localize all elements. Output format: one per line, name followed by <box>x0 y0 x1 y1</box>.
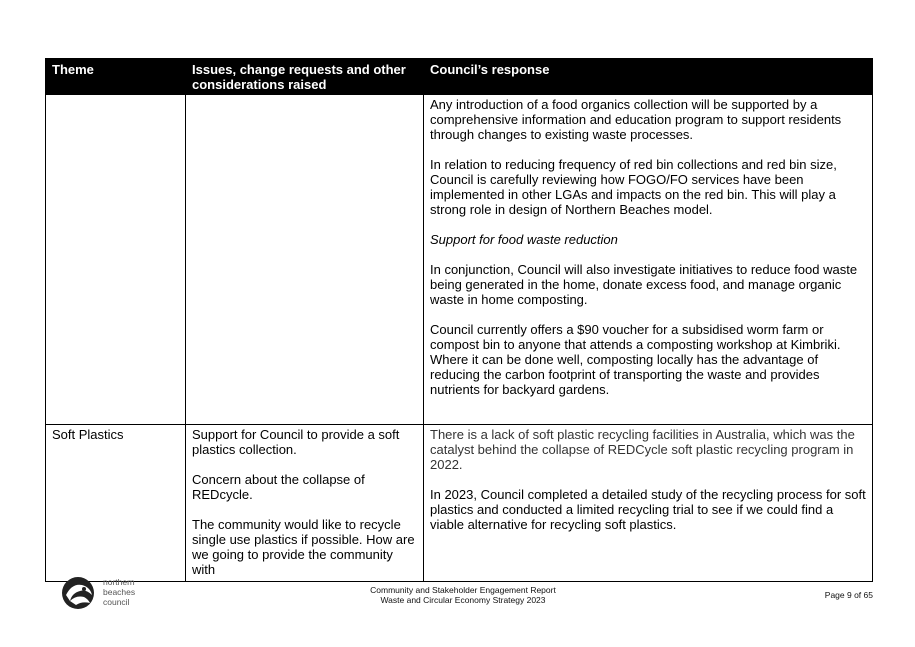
table-header-row <box>46 59 873 95</box>
response-cell <box>424 425 873 582</box>
northern-beaches-logo-icon <box>60 575 100 611</box>
header-theme: Theme <box>46 59 186 95</box>
response-subheading: Support for food waste reduction <box>430 232 618 247</box>
report-subtitle: Waste and Circular Economy Strategy 2023 <box>380 595 546 605</box>
theme-cell <box>46 95 186 425</box>
engagement-table <box>45 58 873 582</box>
report-title: Community and Stakeholder Engagement Report <box>370 585 556 595</box>
page-footer <box>0 575 915 635</box>
page-number: Page 9 of 65 <box>824 590 873 600</box>
council-logo-text: northern beaches council <box>103 577 136 607</box>
header-response: Council’s response <box>424 59 873 95</box>
theme-cell: Soft Plastics <box>46 425 186 582</box>
response-paragraph: Any introduction of a food organics collection will be supported by a comprehensive information and education program to support residents through changes to existing waste processes. <box>430 97 842 142</box>
issue-item: The community would like to recycle single use plastics if possible. How are we going to provide the community with <box>192 517 415 577</box>
response-paragraph: In relation to reducing frequency of red bin collections and red bin size, Council is carefully reviewing how FOGO/FO services have been implemented in other LGAs and impacts on the red bin. This will play a strong role in design of Northern Beaches model. <box>430 157 837 217</box>
response-paragraph: Council currently offers a $90 voucher for a subsidised worm farm or compost bin to anyone that attends a composting workshop at Kimbriki. Where it can be done well, composting locally has the advantage of reducing the carbon footprint of transporting the waste and provides nutrients for backyard gardens. <box>430 322 841 397</box>
issue-item: Support for Council to provide a soft plastics collection. <box>192 427 400 457</box>
table-row <box>46 95 873 425</box>
footer-report-info <box>318 585 608 605</box>
response-paragraph: In conjunction, Council will also investigate initiatives to reduce food waste being generated in the home, donate excess food, and manage organic waste in home composting. <box>430 262 858 307</box>
issues-cell <box>186 425 424 582</box>
response-paragraph: There is a lack of soft plastic recycling facilities in Australia, which was the catalyst behind the collapse of REDCycle soft plastic recycling program in 2022. <box>430 427 855 472</box>
table-row <box>46 425 873 582</box>
response-cell <box>424 95 873 425</box>
response-paragraph: In 2023, Council completed a detailed study of the recycling process for soft plastics and conducted a limited recycling trial to see if we could find a viable alternative for recycling soft plastics. <box>430 487 866 532</box>
header-issues: Issues, change requests and other considerations raised <box>186 59 424 95</box>
issue-item: Concern about the collapse of REDcycle. <box>192 472 365 502</box>
issues-cell <box>186 95 424 425</box>
